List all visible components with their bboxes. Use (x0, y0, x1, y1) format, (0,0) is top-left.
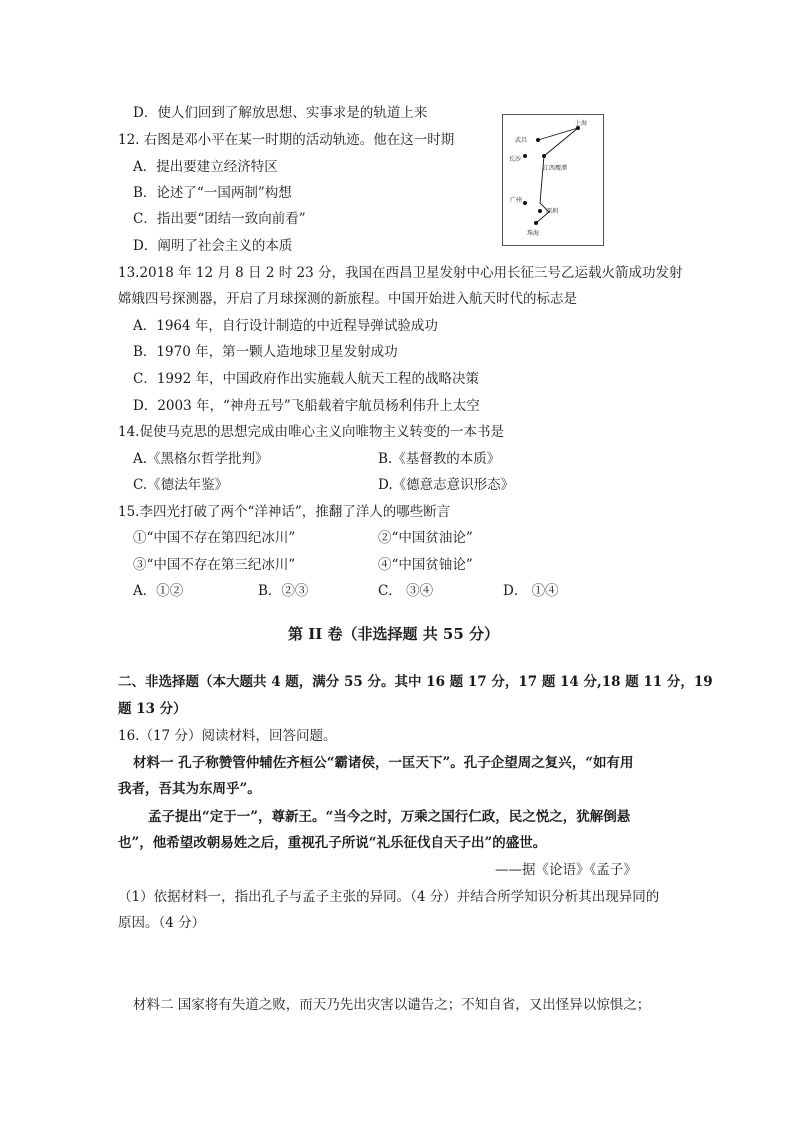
map-label-shenzhen: 深圳 (546, 208, 559, 215)
map-label-shanghai: 上海 (575, 120, 588, 127)
map-label-jiangxi: 江西鹰潭 (543, 165, 568, 172)
city-dot-jiangxi (542, 154, 546, 158)
q13-option-d: D．2003 年，“神舟五号”飞船载着宇航员杨利伟升上太空 (133, 398, 480, 414)
q16-material2-line1: 材料二 国家将有失道之败，而天乃先出灾害以谴告之；不知自省，又出怪异以惊惧之； (133, 997, 651, 1013)
q15-option-c: C． ③④ (378, 583, 434, 599)
q14-option-c: C.《德法年鉴》 (133, 477, 229, 493)
q16-sub1-line1: （1）依据材料一，指出孔子与孟子主张的异同。（4 分）并结合所学知识分析其出现异同的 (118, 889, 660, 905)
q15-option-a: A．①② (133, 583, 184, 599)
q15-item-4: ④“中国贫铀论” (378, 557, 473, 573)
q16-material1-line4: 也”，他希望改朝易姓之后，重视孔子所说“礼乐征伐自天子出”的盛世。 (118, 835, 547, 851)
q15-option-d: D． ①④ (503, 583, 559, 599)
q16-material1-source: ——据《论语》《孟子》 (495, 862, 637, 878)
q12-option-a: A．提出要建立经济特区 (133, 159, 278, 175)
q15-option-b: B．②③ (258, 583, 309, 599)
q14-option-b: B.《基督教的本质》 (378, 451, 501, 467)
q16-material1-line3: 孟子提出“定于一”，尊新王。“当今之时，万乘之国行仁政，民之悦之，犹解倒悬 (148, 809, 631, 825)
q14-stem: 14.促使马克思的思想完成由唯心主义向唯物主义转变的一本书是 (118, 424, 504, 440)
map-label-wuchang: 武昌 (515, 137, 528, 144)
q15-item-2: ②“中国贫油论” (378, 530, 473, 546)
q12-stem: 12. 右图是邓小平在某一时期的活动轨迹。他在这一时期 (118, 132, 455, 148)
map-label-changsha: 长沙 (509, 156, 522, 163)
q13-stem-line1: 13.2018 年 12 月 8 日 2 时 23 分，我国在西昌卫星发射中心用长征三号乙运载火箭成功发射 (118, 265, 683, 281)
route-map-svg (503, 115, 603, 245)
q12-option-d: D．阐明了社会主义的本质 (133, 238, 293, 254)
city-dot-guangzhou (523, 201, 527, 205)
q12-option-b: B．论述了“一国两制”构想 (133, 185, 292, 201)
q15-stem: 15.李四光打破了两个“洋神话”，推翻了洋人的哪些断言 (118, 504, 451, 520)
q13-option-a: A．1964 年，自行设计制造的中近程导弹试验成功 (133, 318, 438, 334)
q16-material1-line1: 材料一 孔子称赞管仲辅佐齐桓公“霸诸侯，一匡天下”。孔子企望周之复兴，“如有用 (133, 755, 634, 771)
q16-sub1-line2: 原因。（4 分） (118, 915, 206, 931)
map-label-guangzhou: 广州 (510, 197, 523, 204)
city-dot-zhuhai (534, 221, 538, 225)
q12-option-c: C．指出要“团结一致向前看” (133, 211, 306, 227)
city-dot-wuchang (536, 138, 540, 142)
q15-item-3: ③“中国不存在第三纪冰川” (133, 557, 296, 573)
q13-option-b: B．1970 年，第一颗人造地球卫星发射成功 (133, 344, 398, 360)
section-2-title: 第 II 卷（非选择题 共 55 分） (288, 625, 500, 643)
q13-stem-line2: 嫦娥四号探测器，开启了月球探测的新旅程。中国开始进入航天时代的标志是 (118, 291, 577, 307)
route-map (502, 114, 604, 246)
q13-option-c: C．1992 年，中国政府作出实施载人航天工程的战略决策 (133, 371, 479, 387)
q14-option-d: D.《德意志意识形态》 (378, 477, 515, 493)
map-label-zhuhai: 珠海 (527, 230, 540, 237)
city-dot-changsha (523, 154, 527, 158)
city-dot-shenzhen (538, 209, 542, 213)
q15-item-1: ①“中国不存在第四纪冰川” (133, 530, 296, 546)
q11-option-d: D．使人们回到了解放思想、实事求是的轨道上来 (133, 105, 428, 121)
q14-option-a: A.《黑格尔哲学批判》 (133, 451, 269, 467)
section-2-heading-line2: 题 13 分） (118, 701, 187, 717)
section-2-heading-line1: 二、非选择题（本大题共 4 题，满分 55 分。其中 16 题 17 分，17 题 14 分,18 题 11 分，19 (118, 674, 713, 690)
q16-stem: 16.（17 分）阅读材料，回答问题。 (118, 728, 337, 744)
q16-material1-line2: 我者，吾其为东周乎”。 (118, 781, 261, 797)
